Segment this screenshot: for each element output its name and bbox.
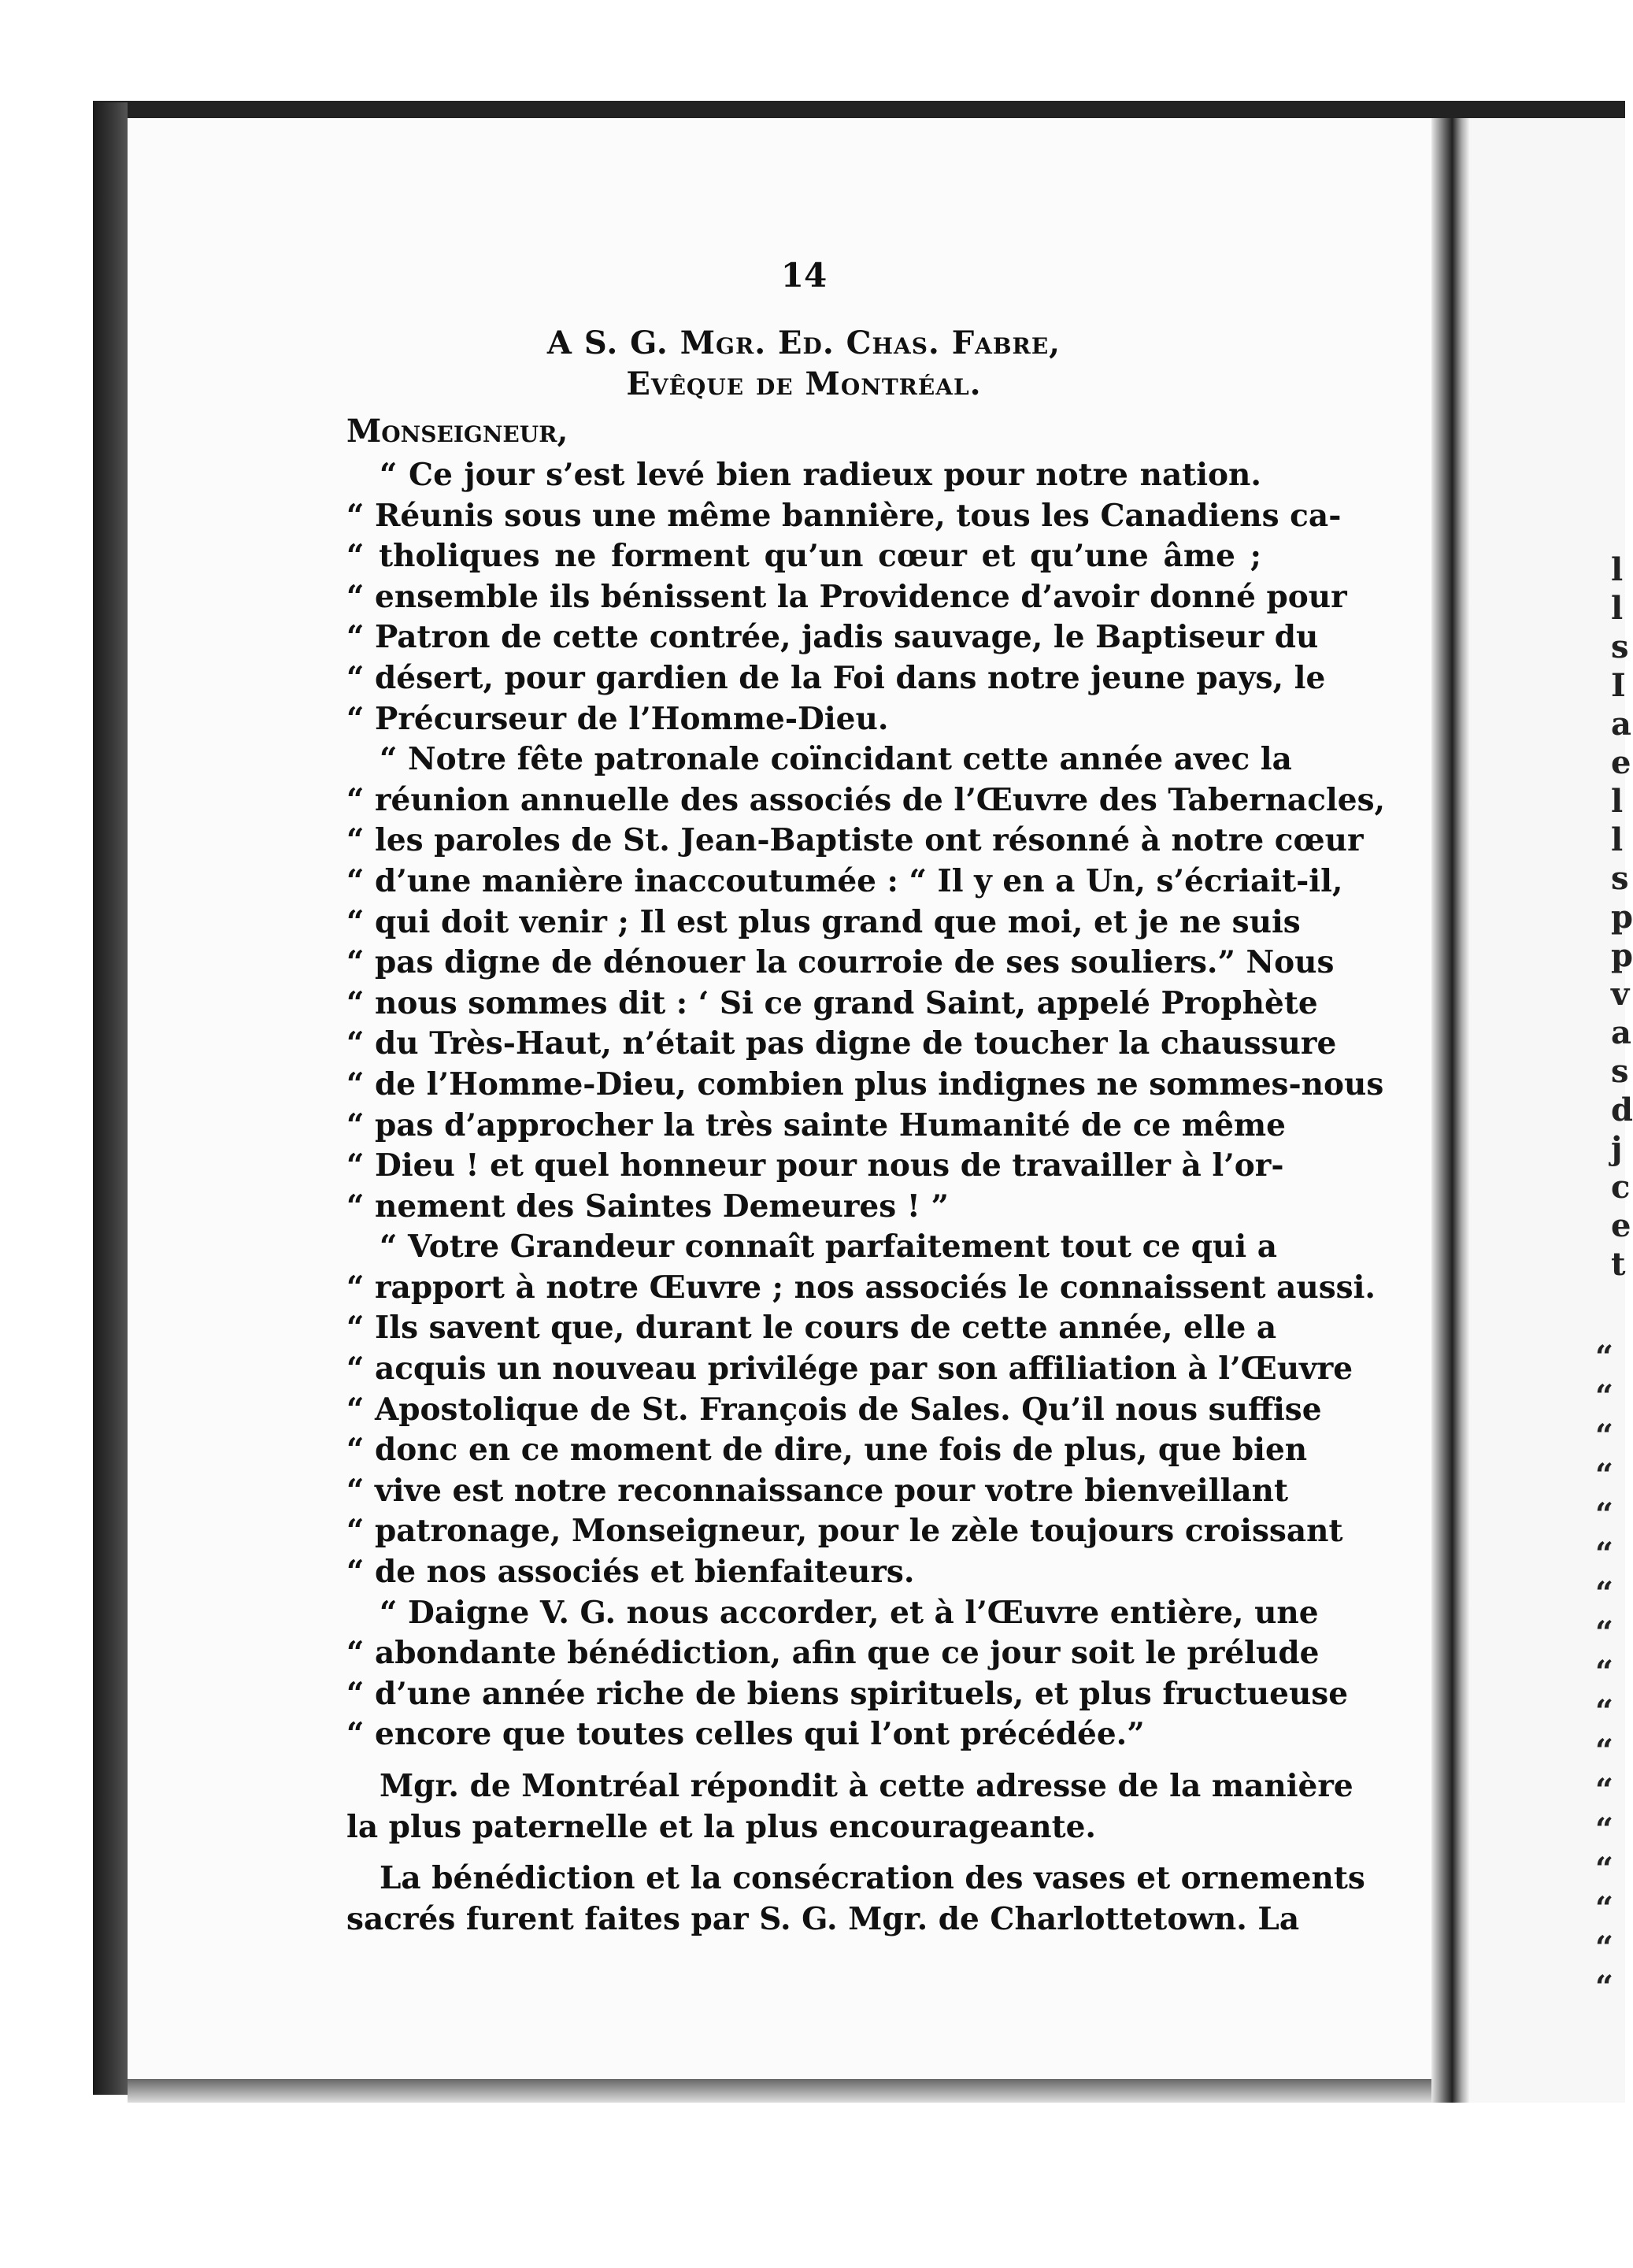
- text-line: “ Patron de cette contrée, jadis sauvage, le Baptiseur du: [346, 619, 1319, 656]
- paragraph: [346, 1593, 1349, 1755]
- text-line: “ pas d’approcher la très sainte Humanité de ce même: [346, 1106, 1286, 1143]
- text-line: “ rapport à notre Œuvre ; nos associés le connaissent aussi.: [346, 1269, 1376, 1306]
- body-text: [346, 455, 1386, 1940]
- text-line: “ désert, pour gardien de la Foi dans notre jeune pays, le: [346, 659, 1326, 696]
- text-line: “ qui doit venir ; Il est plus grand que moi, et je ne suis: [346, 903, 1301, 940]
- text-line: “ vive est notre reconnaissance pour votre bienveillant: [346, 1472, 1289, 1509]
- text-line: “ réunion annuelle des associés de l’Œuvre des Tabernacles,: [346, 781, 1386, 818]
- facing-letter-fragment: t: [1611, 1246, 1626, 1283]
- facing-letter-fragment: a: [1611, 706, 1631, 743]
- facing-quote-fragment: “: [1595, 1457, 1614, 1494]
- paragraph: [346, 455, 1347, 739]
- facing-letter-fragment: s: [1611, 1053, 1629, 1090]
- text-line: “ nement des Saintes Demeures ! ”: [346, 1188, 949, 1225]
- heading-line-2: Evêque de Montréal.: [626, 365, 982, 402]
- facing-quote-fragment: “: [1595, 1890, 1614, 1927]
- facing-letter-fragment: l: [1611, 821, 1624, 858]
- facing-quote-fragment: “: [1595, 1654, 1614, 1691]
- page-number: 14: [780, 256, 828, 295]
- text-line: “ de l’Homme-Dieu, combien plus indignes ne sommes-nous: [346, 1065, 1384, 1102]
- text-line: La bénédiction et la consécration des vases et ornements: [380, 1860, 1365, 1897]
- text-line: “ Apostolique de St. François de Sales. Qu’il nous suffise: [346, 1391, 1322, 1428]
- text-line: “ Réunis sous une même bannière, tous les Canadiens ca-: [346, 497, 1342, 534]
- page-bottom-edge: [128, 2079, 1444, 2103]
- facing-letter-fragment: j: [1611, 1130, 1623, 1167]
- facing-quote-fragment: “: [1595, 1575, 1614, 1612]
- facing-quote-fragment: “: [1595, 1851, 1614, 1888]
- paragraph: [346, 1858, 1365, 1940]
- text-line: “ patronage, Monseigneur, pour le zèle toujours croissant: [346, 1513, 1343, 1550]
- text-line: “ acquis un nouveau privilége par son affiliation à l’Œuvre: [346, 1351, 1353, 1388]
- facing-letter-fragment: s: [1611, 628, 1629, 665]
- facing-quote-fragment: “: [1595, 1732, 1614, 1770]
- facing-letter-fragment: I: [1611, 667, 1626, 704]
- salutation: Monseigneur,: [346, 413, 568, 450]
- facing-letter-fragment: a: [1611, 1014, 1631, 1051]
- facing-quote-fragment: “: [1595, 1614, 1614, 1651]
- facing-quote-fragment: “: [1595, 1929, 1614, 1966]
- text-line: “ du Très-Haut, n’était pas digne de toucher la chaussure: [346, 1025, 1337, 1062]
- facing-letter-fragment: l: [1611, 783, 1624, 820]
- text-line: “ d’une année riche de biens spirituels, et plus fructueuse: [346, 1675, 1349, 1712]
- paragraph: [346, 1227, 1376, 1592]
- text-line: “ abondante bénédiction, afin que ce jour soit le prélude: [346, 1635, 1320, 1672]
- text-line: “ Daigne V. G. nous accorder, et à l’Œuvre entière, une: [380, 1594, 1319, 1631]
- text-line: Mgr. de Montréal répondit à cette adresse de la manière: [380, 1768, 1353, 1804]
- text-line: “ ensemble ils bénissent la Providence d’avoir donné pour: [346, 578, 1347, 615]
- facing-quote-fragment: “: [1595, 1339, 1614, 1376]
- text-line: “ Dieu ! et quel honneur pour nous de travailler à l’or-: [346, 1147, 1284, 1184]
- facing-letter-fragment: e: [1611, 744, 1631, 781]
- text-line: “ pas digne de dénouer la courroie de ses souliers.” Nous: [346, 944, 1335, 981]
- text-line: la plus paternelle et la plus encourageante.: [346, 1808, 1096, 1845]
- paragraph: [346, 739, 1386, 1227]
- page-top-edge: [93, 101, 1625, 118]
- text-line: “ Précurseur de l’Homme-Dieu.: [346, 700, 889, 737]
- text-line: “ Notre fête patronale coïncidant cette année avec la: [380, 741, 1292, 778]
- facing-letter-fragment: s: [1611, 860, 1629, 897]
- book-left-edge: [93, 102, 128, 2095]
- facing-letter-fragment: v: [1611, 976, 1630, 1013]
- facing-letter-fragment: p: [1611, 937, 1633, 974]
- text-line: “ Ils savent que, durant le cours de cette année, elle a: [346, 1310, 1277, 1347]
- facing-quote-fragment: “: [1595, 1536, 1614, 1573]
- facing-letter-fragment: e: [1611, 1207, 1631, 1244]
- facing-quote-fragment: “: [1595, 1496, 1614, 1533]
- text-line: sacrés furent faites par S. G. Mgr. de Charlottetown. La: [346, 1900, 1300, 1937]
- facing-quote-fragment: “: [1595, 1378, 1614, 1415]
- facing-letter-fragment: l: [1611, 551, 1624, 588]
- text-line: “ de nos associés et bienfaiteurs.: [346, 1554, 915, 1591]
- text-line: “ les paroles de St. Jean-Baptiste ont résonné à notre cœur: [346, 822, 1364, 859]
- facing-letter-fragment: p: [1611, 899, 1633, 936]
- text-line: “ encore que toutes celles qui l’ont précédée.”: [346, 1716, 1145, 1753]
- facing-quote-fragment: “: [1595, 1969, 1614, 2006]
- page-content: [346, 252, 1386, 1940]
- facing-letter-fragment: d: [1611, 1091, 1633, 1128]
- text-line: “ d’une manière inaccoutumée : “ Il y en a Un, s’écriait-il,: [346, 862, 1343, 899]
- facing-quote-fragment: “: [1595, 1418, 1614, 1455]
- text-line: “ Ce jour s’est levé bien radieux pour notre nation.: [380, 457, 1261, 493]
- text-line: “ Votre Grandeur connaît parfaitement tout ce qui a: [380, 1228, 1278, 1266]
- text-line: “ tholiques ne forment qu’un cœur et qu’une âme ;: [346, 538, 1261, 575]
- heading-line-1: A S. G. Mgr. Ed. Chas. Fabre,: [546, 324, 1061, 361]
- facing-quote-fragment: “: [1595, 1693, 1614, 1730]
- facing-letter-fragment: l: [1611, 590, 1624, 627]
- text-line: “ nous sommes dit : ‘ Si ce grand Saint, appelé Prophète: [346, 984, 1318, 1021]
- text-line: “ donc en ce moment de dire, une fois de plus, que bien: [346, 1432, 1308, 1469]
- facing-quote-fragment: “: [1595, 1811, 1614, 1848]
- facing-quote-fragment: “: [1595, 1772, 1614, 1809]
- book-gutter: [1431, 118, 1469, 2103]
- paragraph: [346, 1766, 1353, 1847]
- facing-letter-fragment: c: [1611, 1169, 1631, 1206]
